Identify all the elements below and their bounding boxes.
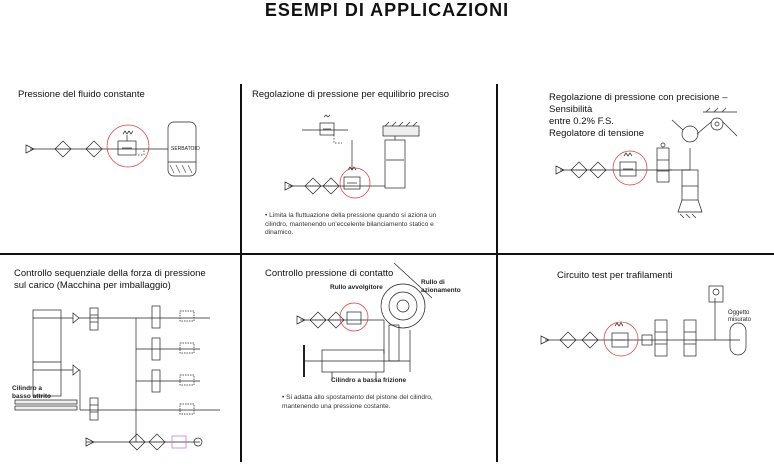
panel-2-note: • Limita la fluttuazione della pressione quando si aziona un cilindro, mantenendo un'eccelente bilanciamento statico e dinamico. — [265, 212, 437, 237]
panel-4-schematic — [15, 306, 220, 450]
panel-5-title: Controllo pressione di contatto — [265, 268, 394, 279]
page-title: ESEMPI DI APPLICAZIONI — [264, 0, 510, 20]
panel-3-schematic — [556, 108, 737, 218]
panel-2-schematic — [285, 115, 419, 198]
panel-5-note: • Si adatta allo spostamento del pistone del cilindro, mantenendo una pressione costante. — [282, 394, 433, 410]
panel-3-title-line2: entre 0.2% F.S. — [549, 116, 614, 127]
drive-roller-label: Rullo di azionamento — [421, 279, 461, 294]
panel-3-title-line3: Regolatore di tensione — [549, 128, 645, 139]
panel-2-title: Regolazione di pressione per equilibrio preciso — [252, 89, 449, 100]
panel-6-schematic — [541, 286, 746, 356]
roller-label: Rullo avvolgitore — [330, 284, 383, 291]
panel-1-schematic — [26, 122, 196, 176]
panel-5-schematic — [297, 263, 432, 380]
panel-6-title: Circuito test per trafilamenti — [557, 270, 673, 281]
low-friction-cylinder-label: Cilindro a bassa frizione — [331, 377, 407, 384]
tank-label: SERBATOIO — [171, 146, 200, 152]
panel-1-title: Pressione del fluido constante — [18, 89, 145, 100]
cylinder-label-left: Cilindro a basso attrito — [12, 385, 52, 400]
measured-object-label: Oggetto misurato — [728, 310, 752, 323]
panel-3-title-line1: Regolazione di pressione con precisione – Sensibilità — [549, 92, 728, 115]
panel-4-title-line2: sul carico (Macchina per imballaggio) — [14, 280, 171, 291]
panel-4-title-line1: Controllo sequenziale della forza di pressione — [14, 268, 206, 279]
